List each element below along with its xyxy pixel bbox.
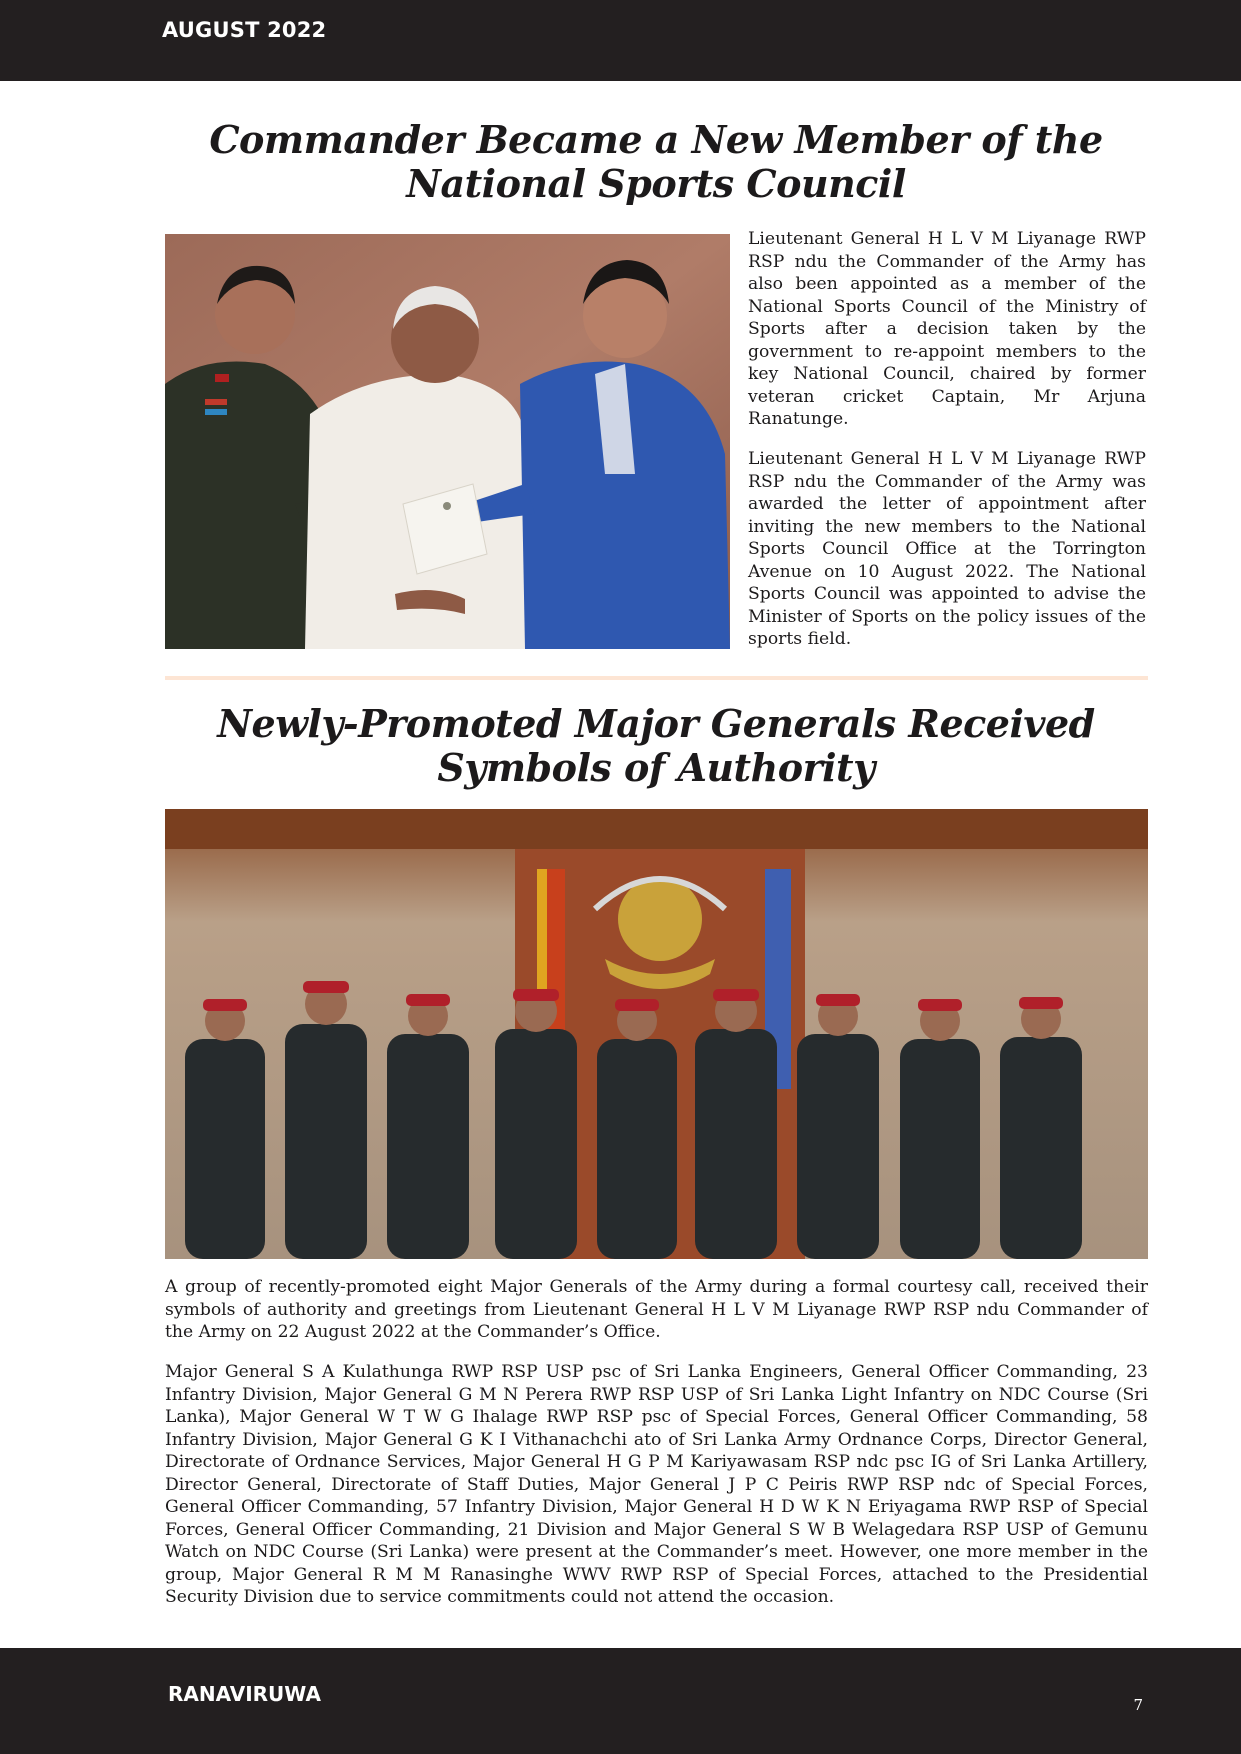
major-generals-group-photo	[165, 809, 1148, 1259]
header-bar	[0, 0, 1241, 81]
appointment-photo	[165, 234, 730, 649]
article-two-paragraph-1: A group of recently-promoted eight Major Generals of the Army during a formal courtesy call, received their symbols of authority and greetings from Lieutenant General H L V M Liyanage RWP RSP ndu Commander of the Army on 22 August 2022 at the Commander’s Office.	[165, 1277, 1148, 1342]
article-two-paragraph-2: Major General S A Kulathunga RWP RSP USP psc of Sri Lanka Engineers, General Officer Commanding, 23 Infantry Division, Major General G M N Perera RWP RSP USP of Sri Lanka Light Infantry on NDC Course (Sri Lanka), Major General W T W G Ihalage RWP RSP psc of Special Forces, General Officer Commanding, 58 Infantry Division, Major General G K I Vithanachchi ato of Sri Lanka Army Ordnance Corps, Director General, Directorate of Ordnance Services, Major General H G P M Kariyawasam RSP ndc psc IG of Sri Lanka Artillery, Director General, Directorate of Staff Duties, Major General J P C Peiris RWP RSP ndc of Special Forces, General Officer Commanding, 57 Infantry Division, Major General H D W K N Eriyagama RWP RSP of Special Forces, General Officer Commanding, 21 Division and Major General S W B Welagedara RSP USP of Gemunu Watch on NDC Course (Sri Lanka) were present at the Commander’s meet. However, one more member in the group, Major General R M M Ranasinghe WWV RWP RSP of Special Forces, attached to the Presidential Security Division due to service commitments could not attend the occasion.	[165, 1362, 1148, 1607]
article-one-headline: Commander Became a New Member of the National Sports Council	[209, 117, 1103, 206]
issue-date: AUGUST 2022	[162, 18, 327, 42]
section-divider	[165, 676, 1148, 680]
article-one-paragraph-1: Lieutenant General H L V M Liyanage RWP RSP ndu the Commander of the Army has also been appointed as a member of the National Sports Council of the Ministry of Sports after a decision taken by the government to re-appoint members to the key National Council, chaired by former veteran cricket Captain, Mr Arjuna Ranatunge.	[748, 229, 1146, 429]
article-one-paragraph-2: Lieutenant General H L V M Liyanage RWP RSP ndu the Commander of the Army was awarded the letter of appointment after inviting the new members to the National Sports Council Office at the Torrington Avenue on 10 August 2022. The National Sports Council was appointed to advise the Minister of Sports on the policy issues of the sports field.	[748, 449, 1146, 649]
page-number: 7	[1133, 1696, 1143, 1714]
magazine-name: RANAVIRUWA	[168, 1682, 321, 1706]
footer-bar	[0, 1648, 1241, 1754]
article-two-headline: Newly-Promoted Major Generals Received Symbols of Authority	[217, 701, 1095, 790]
